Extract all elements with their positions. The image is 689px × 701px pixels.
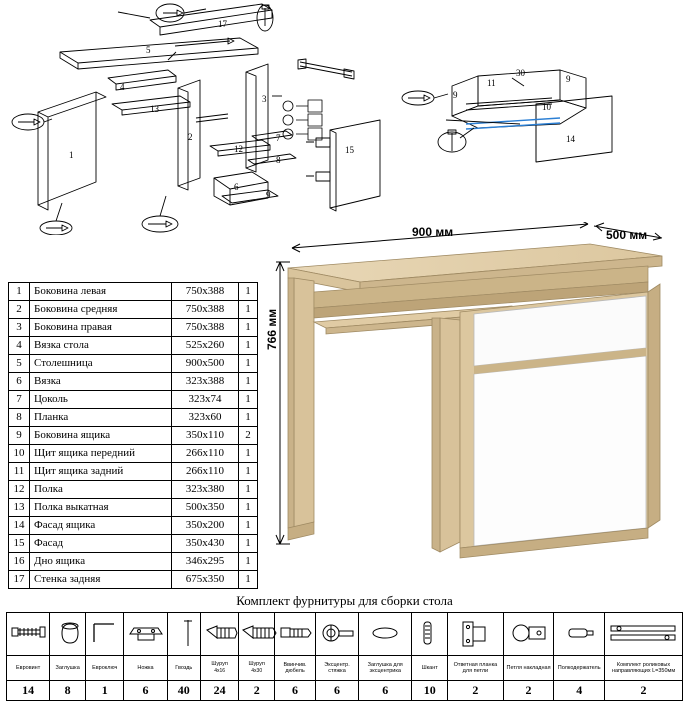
hardware-count: 2 xyxy=(503,681,554,701)
hardware-name-text: Ножка xyxy=(137,664,154,671)
table-row xyxy=(9,499,258,517)
part-qty: 1 xyxy=(239,517,258,535)
part-number: 2 xyxy=(9,301,30,319)
hardware-name-text: Ввинчив. дюбель xyxy=(283,661,307,674)
hardware-count: 2 xyxy=(605,681,683,701)
hardware-name-text: Евроключ xyxy=(92,664,118,671)
svg-text:2: 2 xyxy=(188,132,193,142)
part-size: 323х388 xyxy=(172,373,239,391)
svg-text:17: 17 xyxy=(218,19,227,29)
part-number: 1 xyxy=(9,283,30,301)
svg-text:11: 11 xyxy=(487,78,496,88)
hardware-name xyxy=(503,656,554,681)
table-row xyxy=(9,283,258,301)
table-row xyxy=(9,571,258,589)
part-name: Фасад ящика xyxy=(30,517,172,535)
table-row xyxy=(9,535,258,553)
part-qty: 1 xyxy=(239,553,258,571)
hardware-name xyxy=(50,656,86,681)
part-name: Боковина средняя xyxy=(30,301,172,319)
hardware-name xyxy=(315,656,358,681)
hardware-name xyxy=(239,656,275,681)
hardware-count: 40 xyxy=(167,681,200,701)
hardware-name-text: Комплект роликовых направляющих L=350мм xyxy=(611,661,676,674)
dowel-screw-icon xyxy=(275,613,316,656)
svg-text:9: 9 xyxy=(453,90,458,100)
part-qty: 1 xyxy=(239,535,258,553)
table-row xyxy=(9,445,258,463)
part-size: 750х388 xyxy=(172,319,239,337)
svg-text:5: 5 xyxy=(146,45,151,55)
part-number: 3 xyxy=(9,319,30,337)
svg-text:7: 7 xyxy=(276,133,281,143)
hardware-name-text: Гвоздь xyxy=(175,664,193,671)
part-qty: 1 xyxy=(239,337,258,355)
shelf-support-icon xyxy=(554,613,605,656)
part-size: 350х200 xyxy=(172,517,239,535)
part-name: Стенка задняя xyxy=(30,571,172,589)
part-size: 675х350 xyxy=(172,571,239,589)
table-row xyxy=(9,301,258,319)
table-row xyxy=(9,319,258,337)
hardware-name xyxy=(275,656,316,681)
hardware-name xyxy=(448,656,504,681)
hardware-name xyxy=(359,656,412,681)
nail-icon xyxy=(167,613,200,656)
part-name: Щит ящика передний xyxy=(30,445,172,463)
part-size: 525х260 xyxy=(172,337,239,355)
euro-screw-icon xyxy=(7,613,50,656)
hardware-name-text: Шуруп xyxy=(248,661,265,668)
svg-text:13: 13 xyxy=(150,104,159,114)
part-number: 16 xyxy=(9,553,30,571)
cam-lock-icon xyxy=(315,613,358,656)
part-number: 6 xyxy=(9,373,30,391)
hardware-section-title: Комплект фурнитуры для сборки стола xyxy=(236,593,453,608)
part-number: 5 xyxy=(9,355,30,373)
part-qty: 1 xyxy=(239,409,258,427)
table-row xyxy=(9,553,258,571)
hardware-count: 6 xyxy=(359,681,412,701)
hardware-name xyxy=(200,656,238,681)
hardware-name-sub: 4х30 xyxy=(251,667,263,674)
part-qty: 2 xyxy=(239,427,258,445)
hardware-name-text: Шуруп xyxy=(211,661,228,668)
screw-4x16-icon xyxy=(200,613,238,656)
part-number: 4 xyxy=(9,337,30,355)
width-dimension-label: 900 мм xyxy=(412,225,454,239)
hardware-name-text: Полкодержатель xyxy=(557,664,601,671)
hardware-name-text: Заглушка xyxy=(55,664,80,671)
hardware-count: 10 xyxy=(412,681,448,701)
svg-text:6: 6 xyxy=(234,182,239,192)
part-size: 323х60 xyxy=(172,409,239,427)
hardware-name-sub: 4х16 xyxy=(214,667,226,674)
hardware-name-text: Заглушка для эксцентрика xyxy=(367,661,403,674)
hardware-name xyxy=(86,656,124,681)
hardware-name xyxy=(167,656,200,681)
part-number: 15 xyxy=(9,535,30,553)
part-size: 750х388 xyxy=(172,283,239,301)
part-qty: 1 xyxy=(239,301,258,319)
table-row xyxy=(9,337,258,355)
hardware-name-text: Шкант xyxy=(421,664,438,671)
part-number: 8 xyxy=(9,409,30,427)
euro-key-icon xyxy=(86,613,124,656)
part-qty: 1 xyxy=(239,319,258,337)
part-name: Цоколь xyxy=(30,391,172,409)
hardware-name xyxy=(412,656,448,681)
part-size: 900х500 xyxy=(172,355,239,373)
table-row xyxy=(9,391,258,409)
part-number: 17 xyxy=(9,571,30,589)
hardware-name-text: Евровинт xyxy=(15,664,41,671)
parts-list-table xyxy=(8,282,258,589)
part-qty: 1 xyxy=(239,445,258,463)
hinge-plate-icon xyxy=(448,613,504,656)
exploded-assembly-diagram xyxy=(0,0,689,235)
svg-text:3: 3 xyxy=(262,94,267,104)
hardware-name xyxy=(7,656,50,681)
hardware-count: 2 xyxy=(239,681,275,701)
hardware-name xyxy=(124,656,167,681)
part-name: Боковина ящика xyxy=(30,427,172,445)
hardware-count: 6 xyxy=(315,681,358,701)
part-name: Боковина левая xyxy=(30,283,172,301)
hardware-count: 8 xyxy=(50,681,86,701)
svg-text:14: 14 xyxy=(566,134,575,144)
table-row xyxy=(9,517,258,535)
svg-text:10: 10 xyxy=(542,102,551,112)
hinge-icon xyxy=(503,613,554,656)
hardware-count: 6 xyxy=(124,681,167,701)
part-qty: 1 xyxy=(239,499,258,517)
cap-icon xyxy=(50,613,86,656)
hardware-count: 14 xyxy=(7,681,50,701)
hardware-name-text: Ответная планка для петли xyxy=(453,661,498,674)
hardware-name-text: Петля накладная xyxy=(506,664,551,671)
table-row xyxy=(9,481,258,499)
dowel-icon xyxy=(412,613,448,656)
part-number: 9 xyxy=(9,427,30,445)
svg-text:15: 15 xyxy=(345,145,354,155)
svg-text:9: 9 xyxy=(566,74,571,84)
part-number: 14 xyxy=(9,517,30,535)
height-dimension-label: 766 мм xyxy=(265,308,279,350)
part-qty: 1 xyxy=(239,571,258,589)
svg-text:9: 9 xyxy=(266,190,271,200)
part-qty: 1 xyxy=(239,355,258,373)
svg-text:4: 4 xyxy=(120,82,125,92)
part-name: Дно ящика xyxy=(30,553,172,571)
part-size: 750х388 xyxy=(172,301,239,319)
part-size: 500х350 xyxy=(172,499,239,517)
part-qty: 1 xyxy=(239,463,258,481)
part-name: Полка xyxy=(30,481,172,499)
table-row xyxy=(9,355,258,373)
svg-text:8: 8 xyxy=(276,155,281,165)
hardware-count: 24 xyxy=(200,681,238,701)
table-row xyxy=(9,373,258,391)
part-size: 266х110 xyxy=(172,445,239,463)
part-number: 13 xyxy=(9,499,30,517)
depth-dimension-label: 500 мм xyxy=(606,228,648,242)
part-name: Вязка xyxy=(30,373,172,391)
part-name: Боковина правая xyxy=(30,319,172,337)
part-size: 323х380 xyxy=(172,481,239,499)
drawer-slide-icon xyxy=(605,613,683,656)
hardware-kit-table xyxy=(6,612,683,701)
part-name: Столешница xyxy=(30,355,172,373)
svg-text:30: 30 xyxy=(516,68,525,78)
hardware-count: 6 xyxy=(275,681,316,701)
hardware-count: 2 xyxy=(448,681,504,701)
hardware-count: 4 xyxy=(554,681,605,701)
part-qty: 1 xyxy=(239,481,258,499)
svg-text:1: 1 xyxy=(69,150,74,160)
part-qty: 1 xyxy=(239,391,258,409)
part-size: 350х110 xyxy=(172,427,239,445)
hardware-count: 1 xyxy=(86,681,124,701)
desk-render xyxy=(262,222,686,574)
table-row xyxy=(9,463,258,481)
svg-text:12: 12 xyxy=(234,144,243,154)
hardware-name-text: Эксцентр. стяжка xyxy=(324,661,350,674)
part-number: 10 xyxy=(9,445,30,463)
part-name: Вязка стола xyxy=(30,337,172,355)
part-qty: 1 xyxy=(239,283,258,301)
part-number: 11 xyxy=(9,463,30,481)
part-size: 346х295 xyxy=(172,553,239,571)
hardware-name xyxy=(554,656,605,681)
part-name: Полка выкатная xyxy=(30,499,172,517)
cam-cap-icon xyxy=(359,613,412,656)
hardware-name xyxy=(605,656,683,681)
foot-icon xyxy=(124,613,167,656)
table-row xyxy=(9,409,258,427)
part-size: 266х110 xyxy=(172,463,239,481)
part-size: 323х74 xyxy=(172,391,239,409)
screw-4x30-icon xyxy=(239,613,275,656)
part-name: Планка xyxy=(30,409,172,427)
part-number: 12 xyxy=(9,481,30,499)
table-row xyxy=(9,427,258,445)
part-name: Щит ящика задний xyxy=(30,463,172,481)
part-qty: 1 xyxy=(239,373,258,391)
part-size: 350х430 xyxy=(172,535,239,553)
part-number: 7 xyxy=(9,391,30,409)
part-name: Фасад xyxy=(30,535,172,553)
